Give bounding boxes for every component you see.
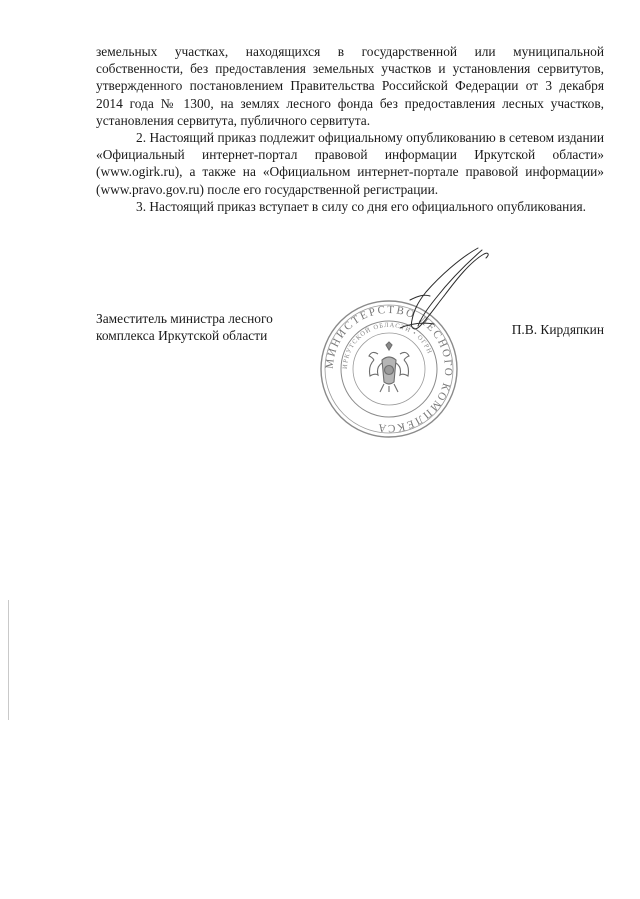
scan-edge-mark: [8, 600, 9, 720]
paragraph-effective-date: 3. Настоящий приказ вступает в силу со дня его официального опубликования.: [136, 198, 586, 214]
handwritten-signature: [370, 240, 510, 340]
paragraph-publication: 2. Настоящий приказ подлежит официальному опубликованию в сетевом издании «Официальный интернет-портал правовой информации Иркутской области» (www.ogirk.ru), а также на «Официальном интернет-портале правовой информации» (www.pravo.gov.ru) после его государственной регистрации.: [96, 130, 604, 197]
signatory-title-line2: комплекса Иркутской области: [96, 328, 268, 344]
seal-outer-text: МИНИСТЕРСТВО ЛЕСНОГО КОМПЛЕКСА: [323, 303, 455, 435]
document-body: [96, 43, 604, 215]
paragraph-continuation: земельных участках, находящихся в государственной или муниципальной собственности, без предоставления земельных участков и установления сервитутов, утвержденного постановлением Правительства Российской Федерации от 3 декабря 2014 года № 1300, на землях лесного фонда без предоставления лесных участков, установления сервитута, публичного сервитута.: [96, 44, 604, 128]
coat-of-arms-emblem: [369, 342, 409, 392]
signatory-title: [96, 310, 336, 344]
signatory-title-line1: Заместитель министра лесного: [96, 311, 273, 326]
signatory-name: П.В. Кирдяпкин: [511, 322, 604, 337]
seal-inner-text: ИРКУТСКОЙ ОБЛАСТИ • ОГРН: [341, 321, 434, 370]
